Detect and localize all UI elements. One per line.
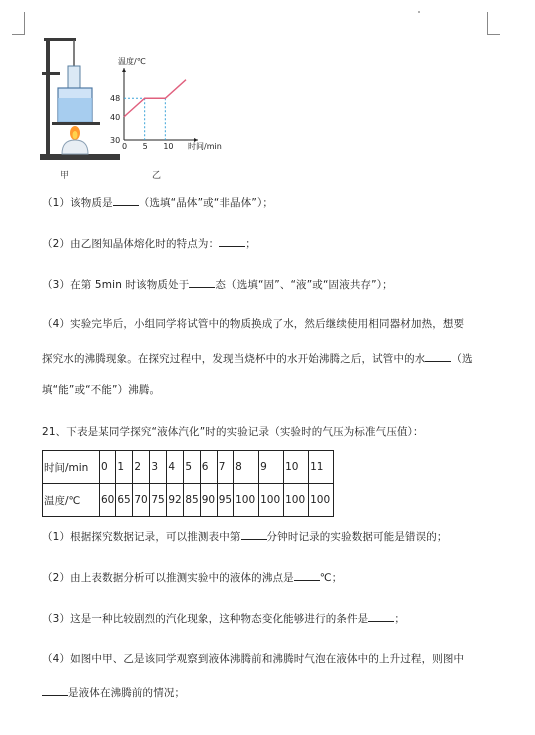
table-cell: 60 (100, 484, 116, 517)
table-cell: 75 (150, 484, 167, 517)
q21-part2-blank (294, 569, 320, 581)
table-cell: 0 (100, 451, 116, 484)
table-cell: 65 (116, 484, 133, 517)
q20-part2-blank (219, 235, 245, 247)
table-cell: 5 (184, 451, 200, 484)
y-axis-arrow-icon (122, 68, 126, 72)
y-tick-label: 30 (110, 136, 121, 145)
stand-clamp (42, 72, 60, 75)
table-cell: 90 (200, 484, 217, 517)
table-cell: 8 (234, 451, 259, 484)
q20-part1-text-a: （1）该物质是 (42, 197, 113, 209)
table-header-temperature: 温度/℃ (43, 484, 100, 517)
table-cell: 10 (284, 451, 309, 484)
q21-part2 (42, 569, 342, 585)
stand-base (40, 154, 120, 160)
experiment-figure (38, 36, 238, 181)
q20-part3-blank (189, 276, 215, 288)
table-cell: 2 (133, 451, 150, 484)
q20-part4-blank (425, 350, 451, 362)
figure-label-yi: 乙 (152, 171, 162, 181)
q21-part1-text-a: （1）根据探究数据记录，可以推测表中第 (42, 531, 241, 543)
corner-mark-left (12, 12, 25, 35)
q20-part4-text-a: （4）实验完毕后，小组同学将试管中的物质换成了水，然后继续使用相同器材加热，想要 (42, 318, 465, 330)
q20-part3-text-b: 态（选填“固”、“液”或“固液共存”）； (215, 279, 393, 291)
x-tick-label: 5 (142, 142, 148, 151)
table-cell: 7 (217, 451, 233, 484)
table-cell: 1 (116, 451, 133, 484)
figure-svg (38, 36, 238, 176)
table-cell: 92 (167, 484, 184, 517)
q21-part2-text-b: ℃； (319, 572, 343, 584)
figure-label-jia: 甲 (60, 171, 70, 181)
x-axis-label: 时间/min (188, 142, 222, 151)
corner-mark-right (487, 12, 500, 35)
q21-part3-text-a: （3）这是一种比较剧烈的汽化现象，这种物态变化能够进行的条件是 (42, 613, 369, 625)
q20-part3-text-a: （3）在第 5min 时该物质处于 (42, 279, 190, 291)
y-axis-label: 温度/℃ (118, 57, 146, 66)
table-cell: 100 (284, 484, 309, 517)
temperature-time-chart (110, 56, 222, 151)
q21-part4-text-a: （4）如图中甲、乙是该同学观察到液体沸腾前和沸腾时气泡在液体中的上升过程，则图中 (42, 653, 465, 665)
q21-intro-text: 21、下表是某同学探究“液体汽化”时的实验记录（实验时的气压为标准气压值）： (42, 426, 424, 438)
table-cell: 11 (309, 451, 334, 484)
table-cell: 70 (133, 484, 150, 517)
q20-part1-text-b: （选填“晶体”或“非晶体”）； (138, 197, 273, 209)
q20-part2 (42, 235, 256, 251)
x-tick-label: 10 (163, 142, 174, 151)
ring-support (52, 122, 100, 125)
stand-top-clamp (44, 38, 76, 41)
q21-part1 (42, 528, 448, 544)
q21-intro (42, 425, 424, 439)
apparatus-drawing (40, 38, 120, 160)
table-row-temperature (43, 484, 334, 517)
q20-part4-text-d: 填“能”或“不能”）沸腾。 (42, 384, 161, 396)
q21-part4-line2 (42, 684, 185, 700)
page-dot (418, 11, 420, 13)
beaker-water (58, 98, 92, 122)
q21-part1-text-b: 分钟时记录的实验数据可能是错误的； (266, 531, 448, 543)
flame-core (73, 131, 78, 139)
y-tick-label: 40 (110, 112, 121, 122)
q21-part4-line1 (42, 652, 464, 666)
x-tick-label: 0 (122, 142, 128, 151)
y-tick-label: 48 (110, 94, 121, 104)
q20-part2-text-a: （2）由乙图知晶体熔化时的特点为： (42, 238, 220, 250)
table-header-time: 时间/min (43, 451, 100, 484)
q21-part4-text-b: 是液体在沸腾前的情况； (68, 687, 186, 699)
table-cell: 9 (259, 451, 284, 484)
q20-part4-line2 (42, 350, 473, 366)
q21-part3-blank (368, 610, 394, 622)
table-cell: 100 (259, 484, 284, 517)
table-cell: 100 (234, 484, 259, 517)
q21-part3 (42, 610, 405, 626)
q21-data-table (42, 450, 334, 517)
table-row-time (43, 451, 334, 484)
table-cell: 6 (200, 451, 217, 484)
q20-part4-text-c: （选 (451, 353, 473, 365)
q20-part4-text-b: 探究水的沸腾现象。在探究过程中，发现当烧杯中的水开始沸腾之后，试管中的水 (42, 353, 426, 365)
table-cell: 85 (184, 484, 200, 517)
table-cell: 3 (150, 451, 167, 484)
q20-part2-text-b: ； (245, 238, 256, 250)
stand-rod (46, 38, 50, 160)
q21-part1-blank (241, 528, 267, 540)
q21-part2-text-a: （2）由上表数据分析可以推测实验中的液体的沸点是 (42, 572, 294, 584)
q21-part4-blank (42, 684, 68, 696)
q20-part1 (42, 194, 273, 210)
q20-part1-blank (113, 194, 139, 206)
q20-part4-line1 (42, 317, 464, 331)
q20-part4-line3 (42, 383, 160, 397)
q21-part3-text-b: ； (394, 613, 405, 625)
alcohol-lamp (62, 140, 88, 154)
q20-part3 (42, 276, 393, 292)
table-cell: 95 (217, 484, 233, 517)
table-cell: 100 (309, 484, 334, 517)
table-cell: 4 (167, 451, 184, 484)
